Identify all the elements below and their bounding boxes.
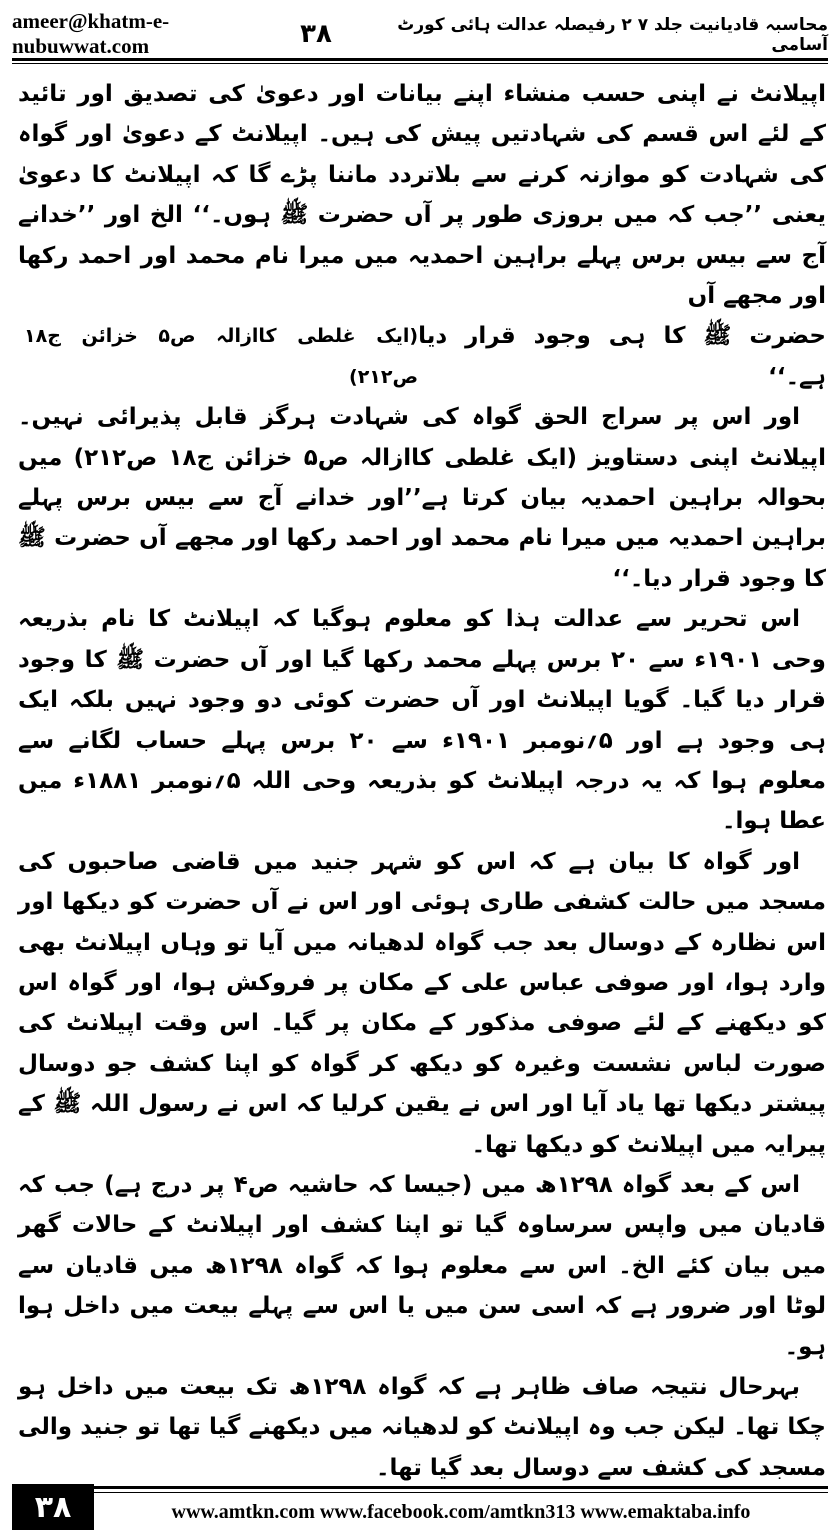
page-footer	[12, 1482, 828, 1530]
header-page-number: ۳۸	[300, 19, 332, 49]
paragraph-4: اور گواہ کا بیان ہے کہ اس کو شہر جنید میں قاضی صاحبوں کی مسجد میں حالت کشفی طاری ہوئی اور اس نے آں حضرت کو دیکھا اور اس نظارہ کے دوسال بعد جب گواہ لدھیانہ میں آیا تو وہاں اپیلانٹ بھی وارد ہوا، اور صوفی عباس علی کے مکان پر فروکش ہوا، اور گواہ اس کو دیکھنے کے لئے صوفی مذکور کے مکان پر گیا۔ اس وقت اپیلانٹ کی صورت لباس نشست وغیرہ کو دیکھ کر گواہ کو اپنا کشف جو دوسال پیشتر دیکھا تھا یاد آیا اور اس نے یقین کرلیا کہ اس نے رسول اللہ ﷺ کے پیرایہ میں اپیلانٹ کو دیکھا تھا۔	[18, 848, 826, 1158]
footer-main	[94, 1484, 828, 1530]
header-email[interactable]: ameer@khatm-e-nubuwwat.com	[12, 9, 170, 58]
paragraph-3: اس تحریر سے عدالت ہذا کو معلوم ہوگیا کہ اپیلانٹ کا نام بذریعہ وحی ۱۹۰۱ء سے ۲۰ برس پہلے محمد رکھا گیا اور آں حضرت ﷺ کا وجود قرار دیا گیا۔ گویا اپیلانٹ اور آں حضرت کوئی دو وجود نہیں بلکہ ایک ہی وجود ہے اور ۵؍نومبر ۱۹۰۱ء سے ۲۰ برس پہلے حساب لگانے سے معلوم ہوا کہ یہ درجہ اپیلانٹ کو بذریعہ وحی اللہ ۵؍نومبر ۱۸۸۱ء میں عطا ہوا۔	[18, 606, 827, 835]
footer-links[interactable]: www.amtkn.com www.facebook.com/amtkn313 www.emaktaba.info	[171, 1501, 751, 1523]
paragraph-5: اس کے بعد گواہ ۱۲۹۸ھ میں (جیسا کہ حاشیہ ص۴ پر درج ہے) جب کہ قادیان میں واپس سرساوہ گیا تو اپنا کشف اور اپیلانٹ کے حالات گھر میں بیان کئے الخ۔ اس سے معلوم ہوا کہ گواہ ۱۲۹۸ھ میں قادیان سے لوٹا اور ضرور ہے کہ اسی سن میں یا اس سے پہلے بیعت میں داخل ہوا ہو۔	[18, 1171, 826, 1360]
footer-divider	[94, 1484, 828, 1496]
header-divider	[12, 58, 828, 61]
page-header	[12, 9, 828, 58]
paragraph-1-end-line	[18, 316, 826, 397]
paragraph-2: اور اس پر سراج الحق گواہ کی شہادت ہرگز قابل پذیرائی نہیں۔ اپیلانٹ اپنی دستاویز (ایک غلطی کاازالہ ص۵ خزائن ج۱۸ ص۲۱۲) میں بحوالہ براہین احمدیہ بیان کرتا ہے’’اور خدانے آج سے بیس برس پہلے براہین احمدیہ میں میرا نام محمد اور احمد رکھا اور مجھے آں حضرت ﷺ کا وجود قرار دیا۔‘‘	[18, 404, 826, 592]
header-title-group	[300, 14, 828, 55]
header-divider-thin	[12, 63, 828, 64]
page-body	[18, 74, 827, 1481]
header-title: محاسبہ قادیانیت جلد ۷ ۲ رفیصلہ عدالت ہائی کورٹ آسامی	[397, 14, 828, 55]
footer-page-number: ۳۸	[12, 1484, 94, 1530]
paragraph-1-end: حضرت ﷺ کا ہی وجود قرار دیا ہے۔‘‘	[418, 323, 826, 390]
paragraph-6: بہرحال نتیجہ صاف ظاہر ہے کہ گواہ ۱۲۹۸ھ تک بیعت میں داخل ہو چکا تھا۔ لیکن جب وہ اپیلانٹ کو لدھیانہ میں دیکھنے گیا تھا تو جنید والی مسجد کی کشف سے دوسال بعد گیا تھا۔	[18, 1374, 826, 1481]
paragraph-1: اپیلانٹ نے اپنی حسب منشاء اپنے بیانات اور دعویٰ کی تصدیق اور تائید کے لئے اس قسم کی شہادتیں پیش کی ہیں۔ اپیلانٹ کے دعویٰ اور گواہ کی شہادت کو موازنہ کرنے سے بلاتردد ماننا پڑے گا کہ اپیلانٹ کا دعویٰ یعنی ’’جب کہ میں بروزی طور پر آں حضرت ﷺ ہوں۔‘‘ الخ اور ’’خدانے آج سے بیس برس پہلے براہین احمدیہ میں میرا نام محمد اور احمد رکھا اور مجھے آں	[18, 81, 826, 310]
citation-reference: (ایک غلطی کاازالہ ص۵ خزائن ج۱۸ ص۲۱۲)	[24, 325, 419, 388]
